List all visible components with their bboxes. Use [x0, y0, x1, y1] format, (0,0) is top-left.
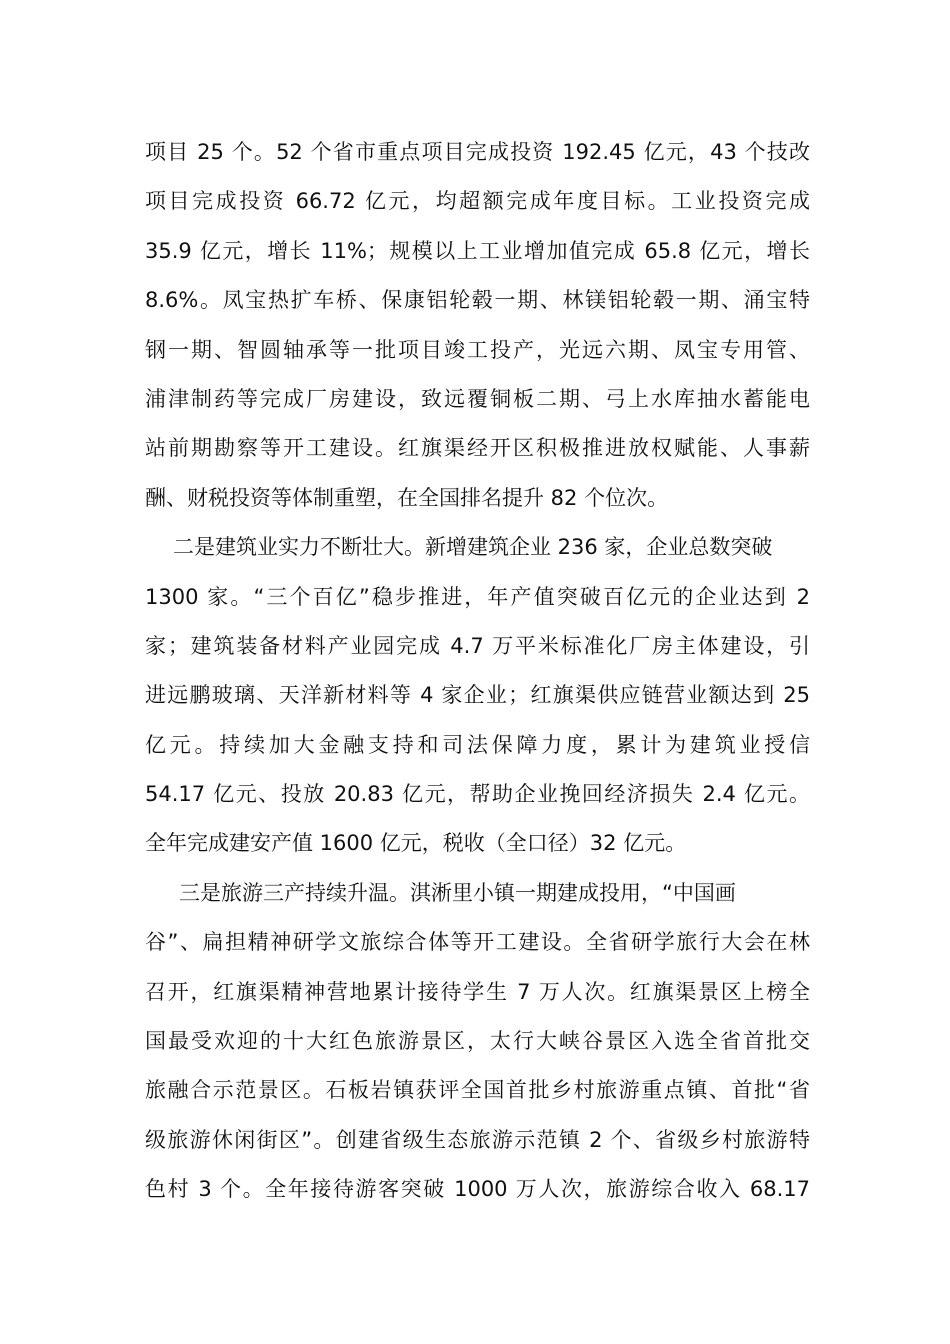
paragraph-line: 级旅游休闲街区”。创建省级生态旅游示范镇 2 个、省级乡村旅游特	[145, 1127, 810, 1152]
document-body	[145, 128, 810, 1215]
paragraph-line: 谷”、扁担精神研学文旅综合体等开工建设。全省研学旅行大会在林	[145, 930, 810, 955]
paragraph-line: 8.6%。凤宝热扩车桥、保康铝轮毂一期、林镁铝轮毂一期、涌宝特	[145, 288, 810, 313]
paragraph-line: 色村 3 个。全年接待游客突破 1000 万人次，旅游综合收入 68.17	[145, 1177, 810, 1202]
paragraph-line: 亿元。持续加大金融支持和司法保障力度，累计为建筑业授信	[145, 732, 810, 757]
paragraph-line: 酬、财税投资等体制重塑，在全国排名提升 82 个位次。	[145, 485, 669, 510]
paragraph-line: 站前期勘察等开工建设。红旗渠经开区积极推进放权赋能、人事薪	[145, 436, 810, 461]
paragraph-line: 召开，红旗渠精神营地累计接待学生 7 万人次。红旗渠景区上榜全	[145, 979, 810, 1004]
paragraph-line: 54.17 亿元、投放 20.83 亿元，帮助企业挽回经济损失 2.4 亿元。	[145, 782, 810, 807]
paragraph-line: 项目完成投资 66.72 亿元，均超额完成年度目标。工业投资完成	[145, 189, 810, 214]
paragraph-first-line: 三是旅游三产持续升温。淇淅里小镇一期建成投用，“中国画	[179, 880, 736, 905]
paragraph-line: 浦津制药等完成厂房建设，致远覆铜板二期、弓上水库抽水蓄能电	[145, 386, 810, 411]
paragraph-line: 进远鹏玻璃、天洋新材料等 4 家企业；红旗渠供应链营业额达到 25	[145, 683, 810, 708]
paragraph-line: 全年完成建安产值 1600 亿元，税收（全口径）32 亿元。	[145, 831, 687, 856]
paragraph-line: 1300 家。“三个百亿”稳步推进，年产值突破百亿元的企业达到 2	[145, 584, 810, 609]
paragraph-line: 国最受欢迎的十大红色旅游景区，太行大峡谷景区入选全省首批交	[145, 1029, 810, 1054]
paragraph-line: 项目 25 个。52 个省市重点项目完成投资 192.45 亿元，43 个技改	[145, 140, 810, 164]
paragraph-line: 钢一期、智圆轴承等一批项目竣工投产，光远六期、凤宝专用管、	[145, 337, 810, 362]
paragraph-line: 35.9 亿元，增长 11%；规模以上工业增加值完成 65.8 亿元，增长	[145, 238, 810, 263]
paragraph-line: 旅融合示范景区。石板岩镇获评全国首批乡村旅游重点镇、首批“省	[145, 1078, 810, 1103]
paragraph-line: 家；建筑装备材料产业园完成 4.7 万平米标准化厂房主体建设，引	[145, 633, 810, 658]
paragraph-first-line: 二是建筑业实力不断壮大。新增建筑企业 236 家，企业总数突破	[173, 535, 773, 560]
